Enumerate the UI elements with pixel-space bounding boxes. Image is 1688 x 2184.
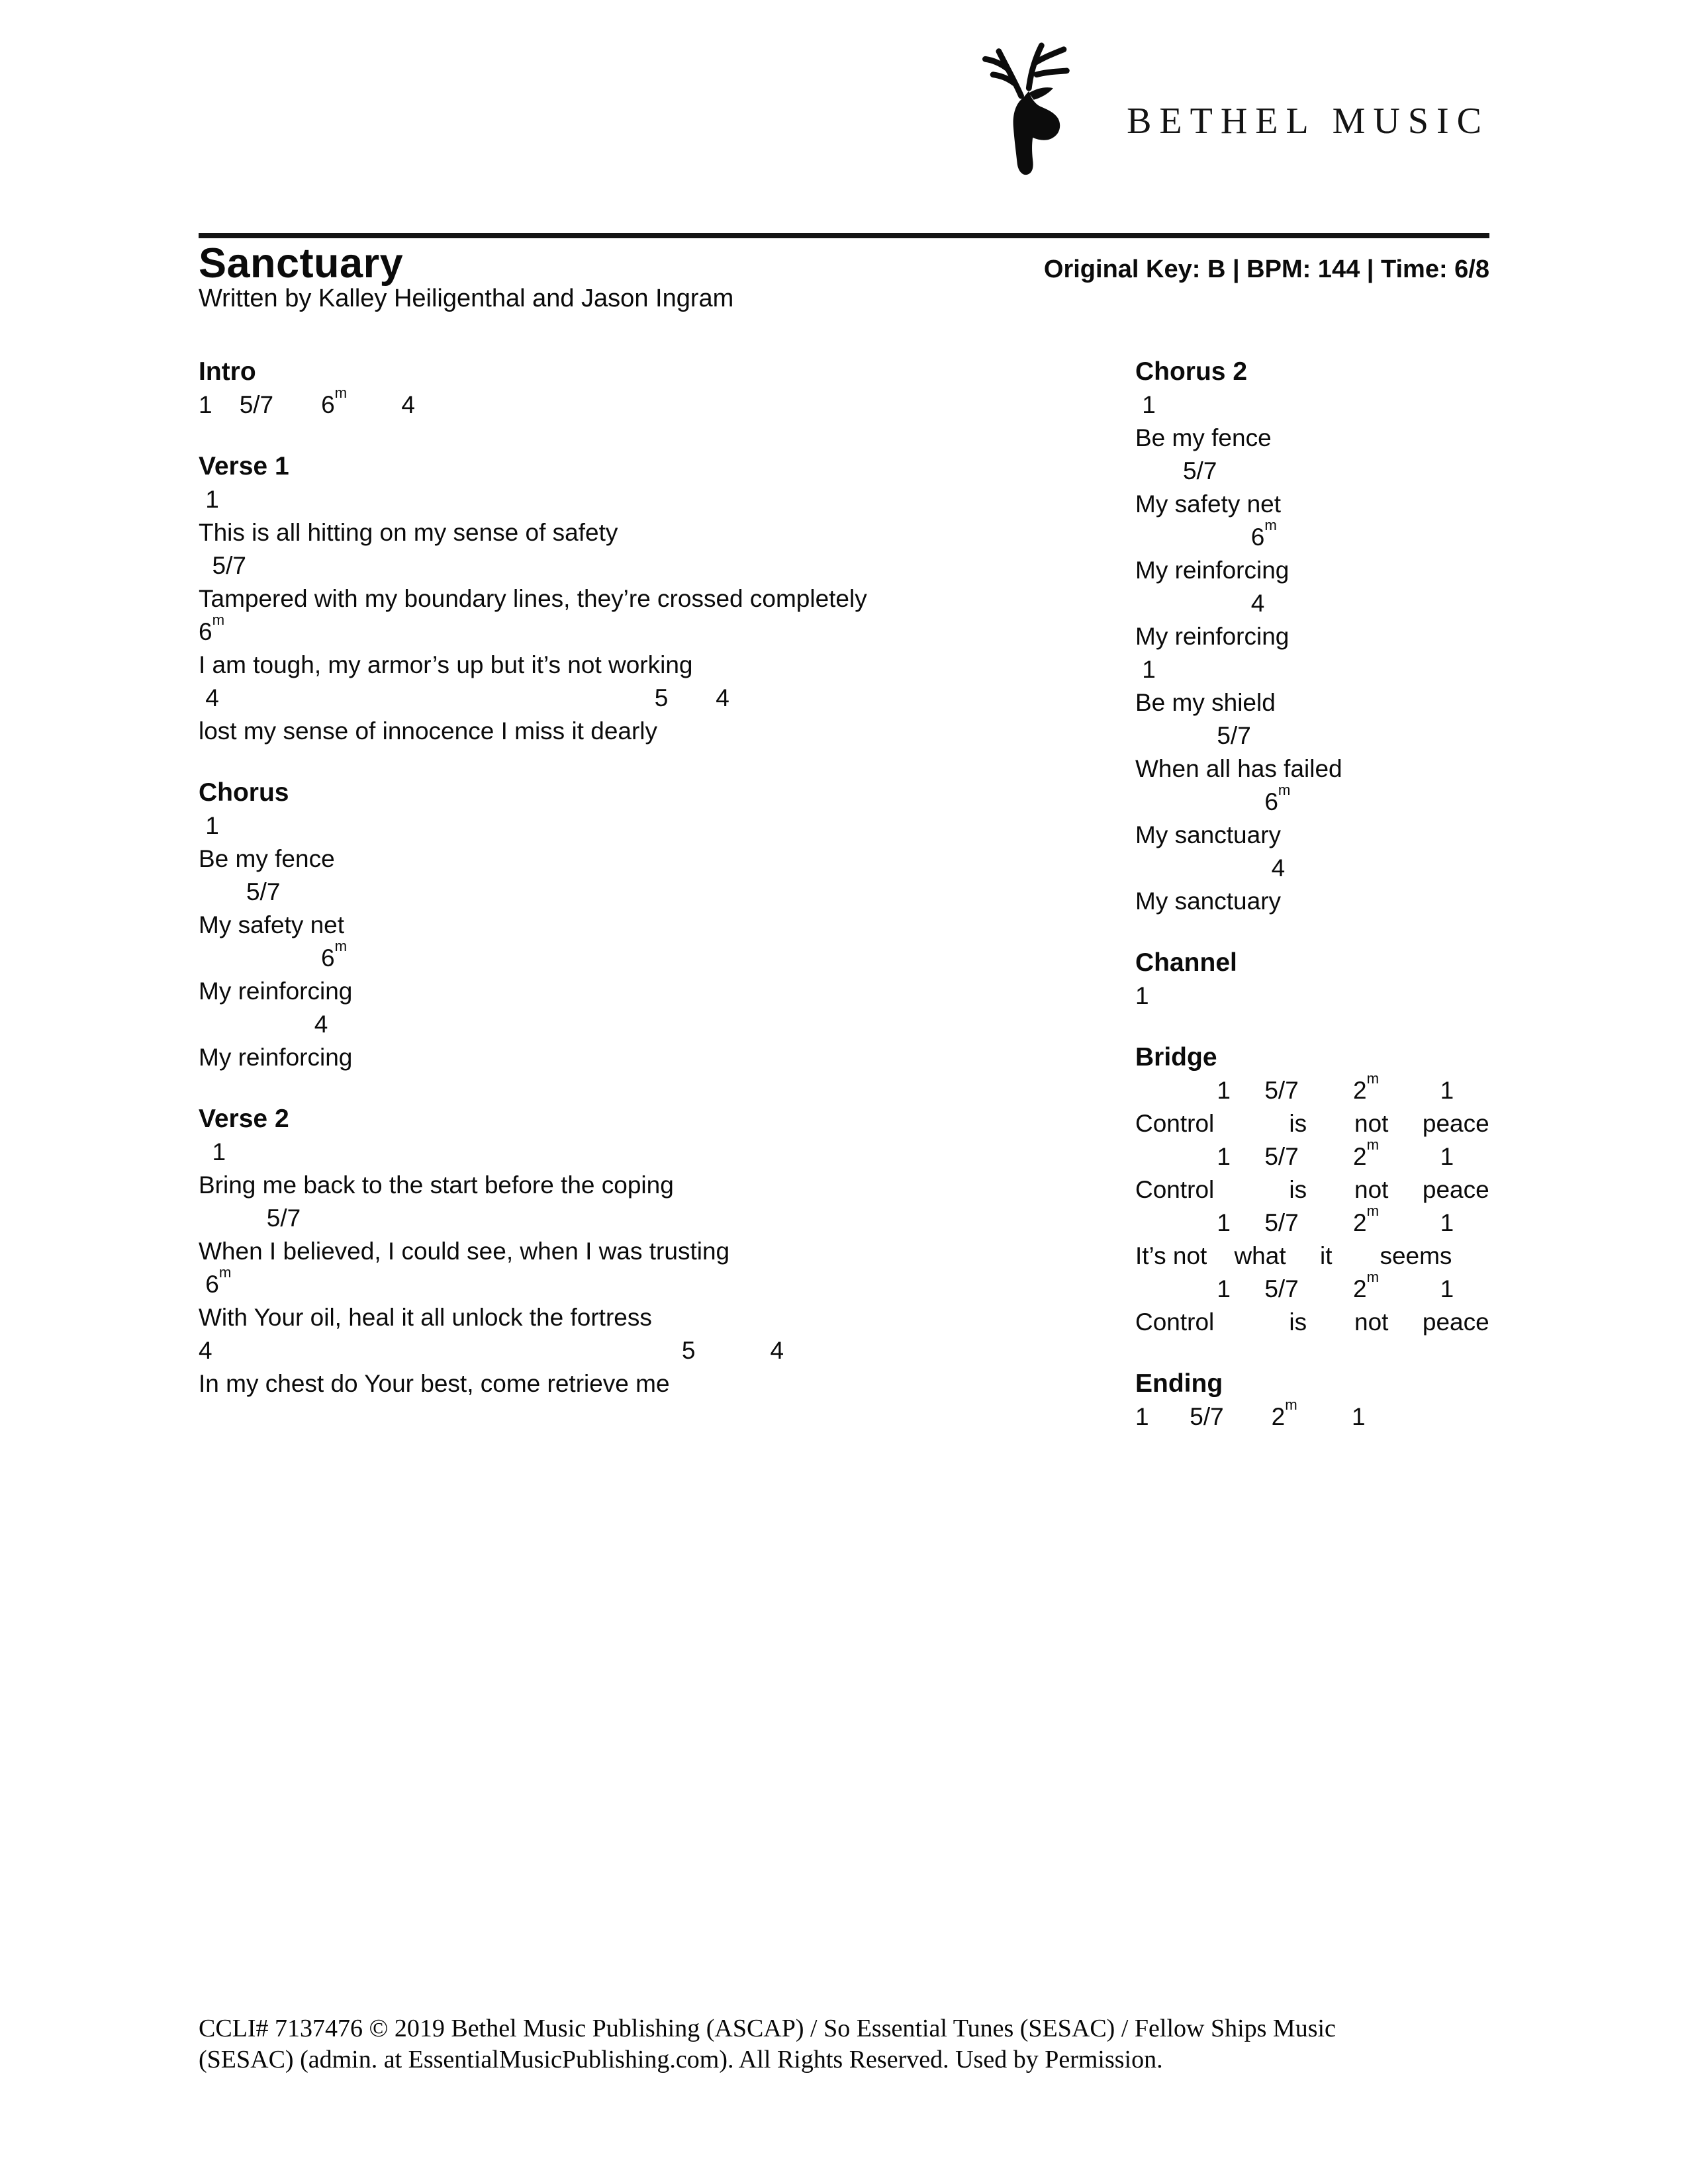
chord-line: 1 5/7 2$^m$ 1: [1135, 1268, 1454, 1302]
song-section-chorus-2: [1135, 355, 1489, 918]
chord-line: 6$^m$: [1135, 781, 1291, 815]
lyric-line: My reinforcing: [199, 978, 353, 1005]
lyric-line: My reinforcing: [1135, 623, 1289, 650]
chord-line: 1: [199, 812, 219, 839]
song-section-ending: [1135, 1367, 1489, 1433]
copyright-footer: [199, 2013, 1489, 2075]
chord-line: 6$^m$: [1135, 516, 1277, 551]
lyric-line: With Your oil, heal it all unlock the fortress: [199, 1304, 652, 1331]
section-heading: Chorus: [199, 778, 289, 807]
lyric-line: I am tough, my armor’s up but it’s not working: [199, 651, 693, 678]
chord-line: 1 5/7 6$^m$ 4: [199, 384, 415, 418]
song-section-channel: [1135, 946, 1489, 1013]
lyric-line: Tampered with my boundary lines, they’re crossed completely: [199, 585, 867, 612]
lyric-line: My safety net: [199, 911, 345, 938]
chord-line: 1: [1135, 656, 1156, 683]
lyric-line: My sanctuary: [1135, 821, 1282, 848]
left-column: [199, 355, 1135, 1429]
song-section-verse-1: [199, 450, 1135, 748]
chord-line: 4 5 4: [199, 1337, 784, 1364]
deer-icon: [977, 40, 1096, 175]
chord-line: 5/7: [1135, 457, 1217, 484]
chord-line: 4: [1135, 854, 1286, 882]
title-bar: [199, 240, 1489, 287]
lyric-line: In my chest do Your best, come retrieve me: [199, 1370, 670, 1397]
chord-line: 1 5/7 2$^m$ 1: [1135, 1202, 1454, 1236]
chord-line: 5/7: [199, 878, 281, 905]
song-meta: Original Key: B | BPM: 144 | Time: 6/8: [1043, 255, 1489, 283]
chord-line: 1: [199, 486, 219, 513]
section-heading: Bridge: [1135, 1043, 1217, 1071]
page-title: Sanctuary: [199, 240, 404, 287]
chord-line: 4: [199, 1011, 328, 1038]
lyric-line: Control is not peace: [1135, 1176, 1489, 1203]
song-section-bridge: [1135, 1041, 1489, 1339]
section-heading: Verse 2: [199, 1105, 289, 1133]
lyric-line: Control is not peace: [1135, 1110, 1489, 1137]
song-section-chorus: [199, 776, 1135, 1074]
lyric-line: It’s not what it seems: [1135, 1242, 1452, 1269]
brand-name: BETHEL MUSIC: [1127, 100, 1489, 142]
song-section-verse-2: [199, 1103, 1135, 1400]
chord-line: 1: [199, 1138, 226, 1165]
section-heading: Verse 1: [199, 452, 289, 480]
chord-line: 1 5/7 2$^m$ 1: [1135, 1136, 1454, 1170]
section-heading: Ending: [1135, 1369, 1223, 1398]
chord-line: 1 5/7 2$^m$ 1: [1135, 1396, 1366, 1430]
lyric-line: My safety net: [1135, 490, 1282, 518]
chord-line: 1: [1135, 982, 1149, 1009]
lyric-line: Be my fence: [199, 845, 335, 872]
chord-line: 6$^m$: [199, 937, 348, 972]
chord-line: 5/7: [199, 1205, 301, 1232]
section-heading: Chorus 2: [1135, 357, 1248, 386]
chord-line: 4: [1135, 590, 1265, 617]
lyric-line: When all has failed: [1135, 755, 1342, 782]
lyric-line: Be my fence: [1135, 424, 1272, 451]
lyric-line: This is all hitting on my sense of safety: [199, 519, 618, 546]
lyric-line: Bring me back to the start before the coping: [199, 1171, 674, 1199]
byline: Written by Kalley Heiligenthal and Jason Ingram: [199, 285, 734, 312]
chord-line: 5/7: [199, 552, 246, 579]
chord-line: 1: [1135, 391, 1156, 418]
lyric-line: My sanctuary: [1135, 887, 1282, 915]
right-column: [1135, 355, 1489, 1462]
section-heading: Channel: [1135, 948, 1237, 977]
header-divider: [199, 233, 1489, 238]
lyric-line: Be my shield: [1135, 689, 1276, 716]
footer-line-1: CCLI# 7137476 © 2019 Bethel Music Publishing (ASCAP) / So Essential Tunes (SESAC) / Fellow Ships Music: [199, 2015, 1336, 2042]
footer-line-2: (SESAC) (admin. at EssentialMusicPublishing.com). All Rights Reserved. Used by Permission.: [199, 2046, 1163, 2073]
song-section-intro: [199, 355, 1135, 422]
lyric-line: My reinforcing: [199, 1044, 353, 1071]
section-heading: Intro: [199, 357, 256, 386]
lyric-line: lost my sense of innocence I miss it dearly: [199, 717, 658, 745]
lyric-line: My reinforcing: [1135, 557, 1289, 584]
lyric-line: Control is not peace: [1135, 1308, 1489, 1336]
lyric-line: When I believed, I could see, when I was trusting: [199, 1238, 730, 1265]
song-columns: [199, 355, 1489, 1462]
bethel-music-logo: [977, 40, 1489, 175]
chord-line: 4 5 4: [199, 684, 729, 711]
chord-line: 1 5/7 2$^m$ 1: [1135, 1069, 1454, 1104]
chord-line: 6$^m$: [199, 1263, 232, 1298]
chord-line: 5/7: [1135, 722, 1251, 749]
chord-line: 6$^m$: [199, 611, 225, 645]
